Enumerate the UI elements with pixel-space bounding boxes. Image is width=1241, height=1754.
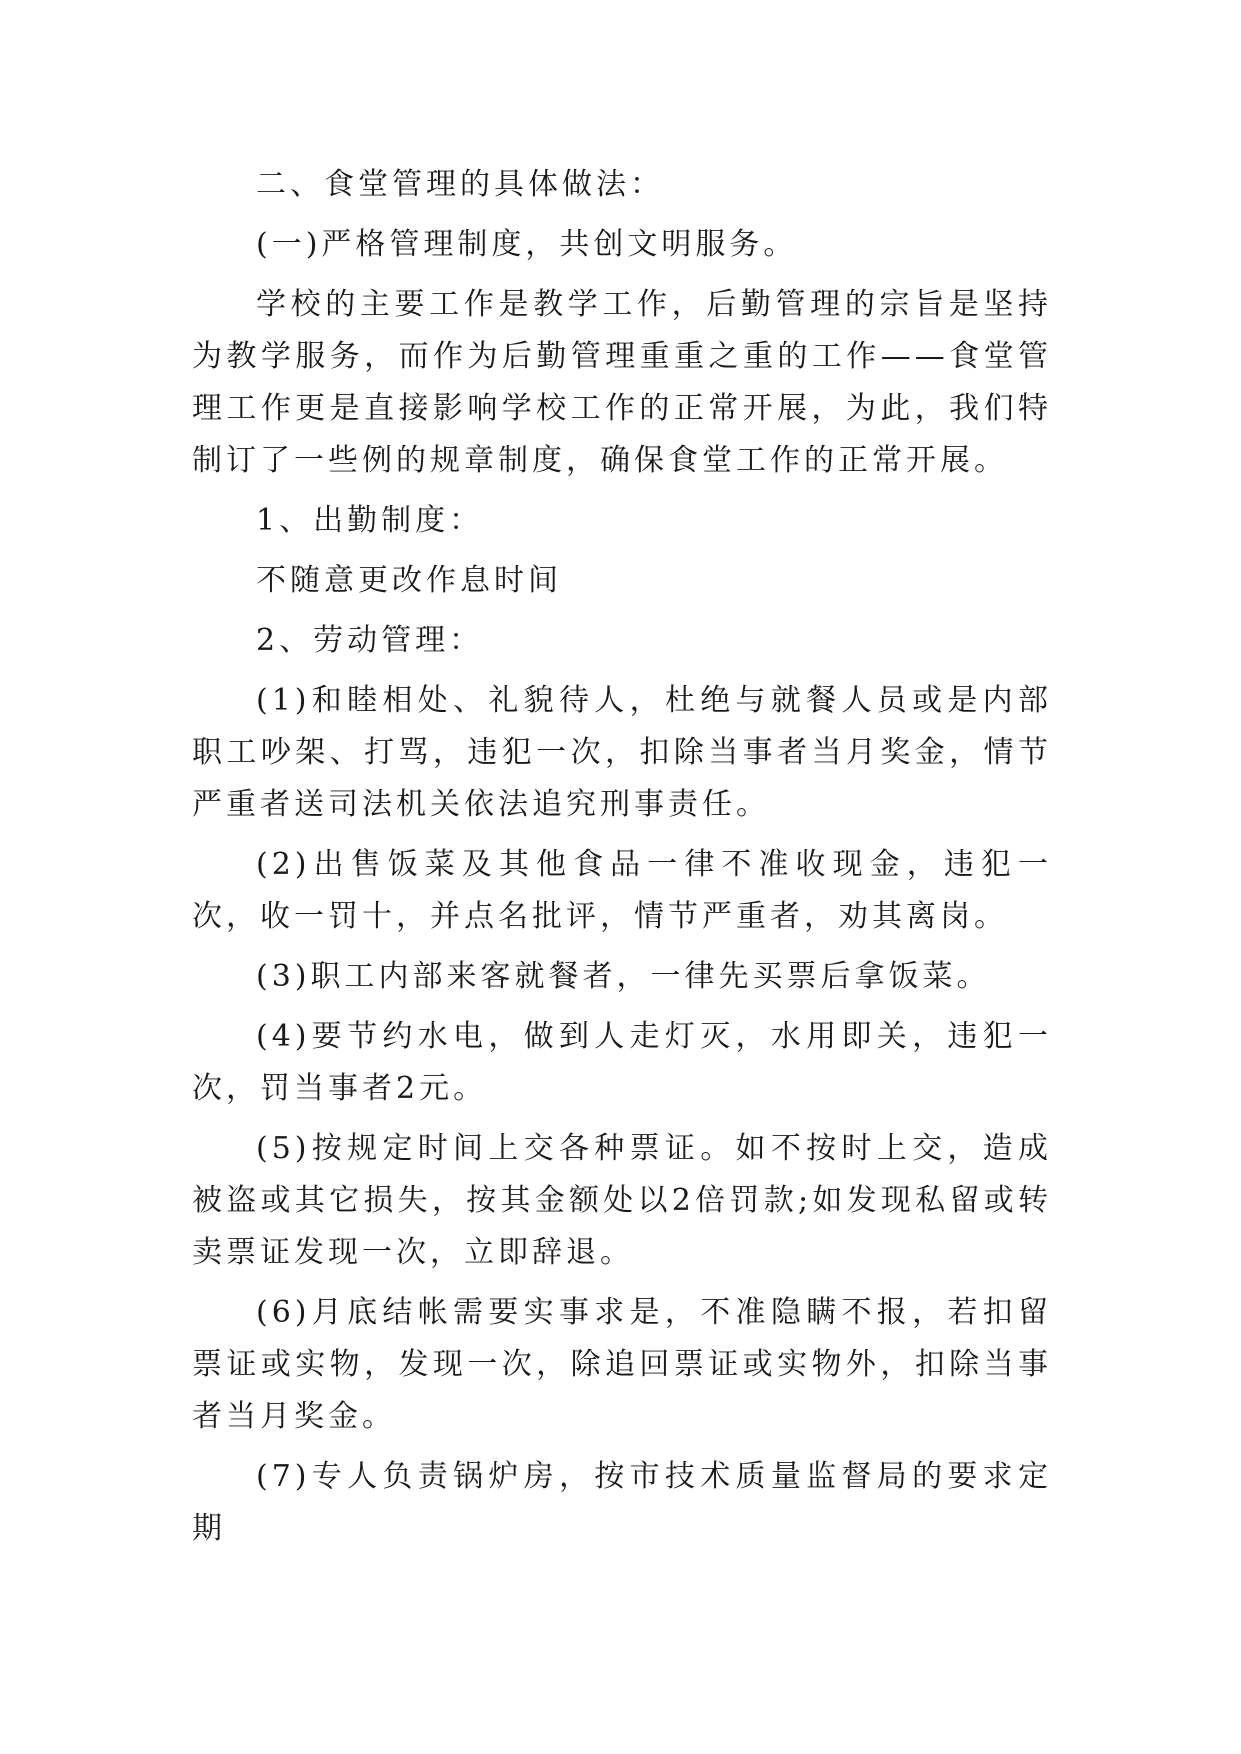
rule-heading-labor: 2、劳动管理： (256, 623, 484, 658)
rule-heading-attendance: 1、出勤制度： (256, 503, 484, 538)
rule-item: (7)专人负责锅炉房，按市技术质量监督局的要求定期 (192, 1459, 1052, 1546)
body-paragraph: 学校的主要工作是教学工作，后勤管理的宗旨是坚持为教学服务，而作为后勤管理重重之重的工作——食堂管理工作更是直接影响学校工作的正常开展，为此，我们特制订了一些例的规章制度，确保食堂工作的正常开展。 (192, 287, 1052, 478)
rule-item: (2)出售饭菜及其他食品一律不准收现金，违犯一次，收一罚十，并点名批评，情节严重者，劝其离岗。 (192, 847, 1052, 934)
rule-item: (3)职工内部来客就餐者，一律先买票后拿饭菜。 (256, 959, 991, 994)
rule-item: 不随意更改作息时间 (256, 563, 562, 598)
document-body (192, 159, 1052, 1563)
rule-item: (1)和睦相处、礼貌待人，杜绝与就餐人员或是内部职工吵架、打骂，违犯一次，扣除当事者当月奖金，情节严重者送司法机关依法追究刑事责任。 (192, 683, 1052, 822)
rule-item: (6)月底结帐需要实事求是，不准隐瞒不报，若扣留票证或实物，发现一次，除追回票证或实物外，扣除当事者当月奖金。 (192, 1295, 1052, 1434)
section-heading: 二、食堂管理的具体做法： (256, 167, 664, 202)
rule-item: (5)按规定时间上交各种票证。如不按时上交，造成被盗或其它损失，按其金额处以2倍罚款;如发现私留或转卖票证发现一次，立即辞退。 (192, 1131, 1052, 1270)
rule-item: (4)要节约水电，做到人走灯灭，水用即关，违犯一次，罚当事者2元。 (192, 1019, 1052, 1106)
subsection-heading: (一)严格管理制度，共创文明服务。 (256, 227, 798, 262)
